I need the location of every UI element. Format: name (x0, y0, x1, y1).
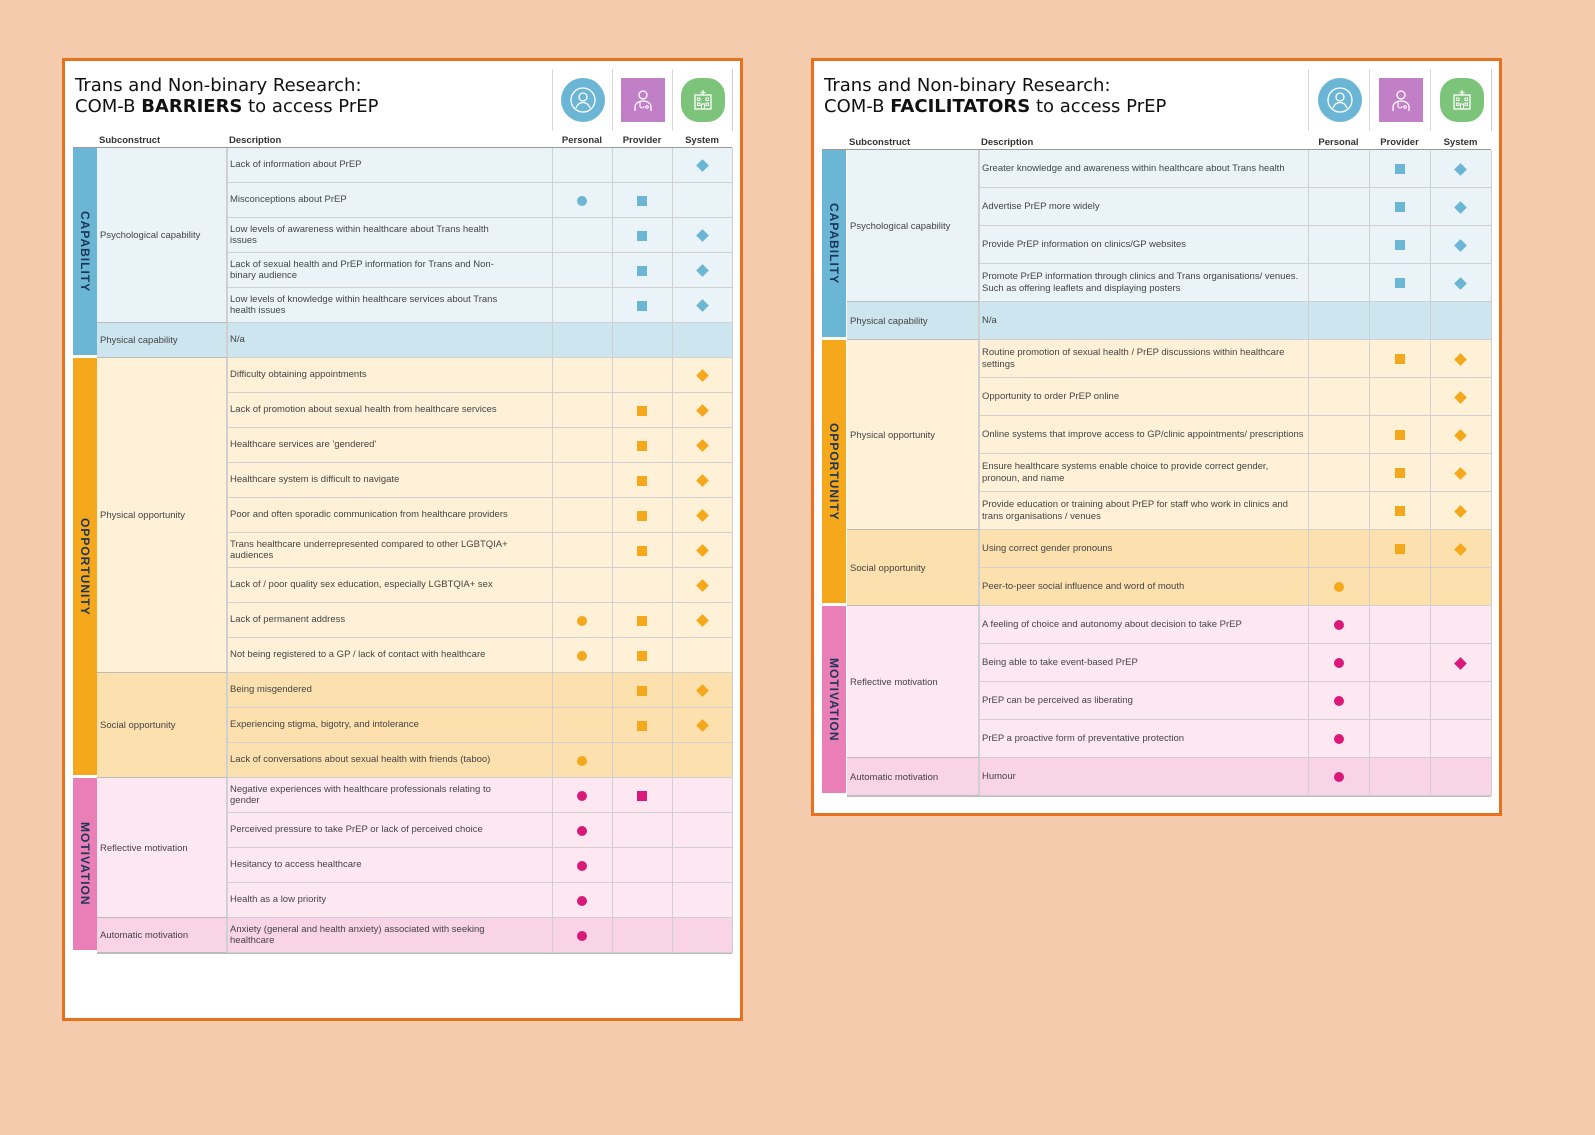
provider-marker (1395, 430, 1405, 440)
column-header-description: Description (229, 135, 282, 146)
description-cell: Being misgendered (227, 673, 552, 708)
provider-marker (637, 616, 647, 626)
system-cell (672, 813, 732, 848)
description-cell: Poor and often sporadic communication from healthcare providers (227, 498, 552, 533)
subconstruct-label: Automatic motivation (97, 918, 227, 953)
provider-cell (612, 323, 672, 358)
provider-cell (612, 813, 672, 848)
subconstruct-label: Physical opportunity (97, 358, 227, 673)
personal-cell (1308, 454, 1369, 492)
facilitators-title-suffix: to access PrEP (1030, 96, 1167, 117)
personal-marker (577, 196, 587, 206)
description-cell: Hesitancy to access healthcare (227, 848, 552, 883)
personal-marker (1334, 582, 1344, 592)
personal-cell (552, 253, 612, 288)
personal-cell (1308, 302, 1369, 340)
subconstruct-label: Reflective motivation (847, 606, 979, 758)
hospital-icon (1440, 78, 1484, 122)
column-divider (1369, 150, 1370, 796)
personal-cell (552, 218, 612, 253)
personal-cell (1308, 416, 1369, 454)
system-cell (672, 638, 732, 673)
header-person-icon-cell (552, 69, 613, 131)
personal-cell (1308, 378, 1369, 416)
provider-marker (1395, 354, 1405, 364)
description-cell: N/a (979, 302, 1308, 340)
description-cell: PrEP a proactive form of preventative protection (979, 720, 1308, 758)
subconstruct-label: Psychological capability (847, 150, 979, 302)
subconstruct-label: Automatic motivation (847, 758, 979, 796)
personal-cell (552, 463, 612, 498)
category-label: OPPORTUNITY (78, 517, 92, 616)
provider-marker (1395, 506, 1405, 516)
hospital-icon (681, 78, 725, 122)
barriers-title-suffix: to access PrEP (242, 96, 379, 117)
description-cell: Opportunity to order PrEP online (979, 378, 1308, 416)
provider-marker (1395, 202, 1405, 212)
system-cell (1430, 606, 1491, 644)
subconstruct-label: Social opportunity (847, 530, 979, 606)
column-divider (1491, 150, 1492, 796)
facilitators-title-prefix: COM-B (824, 96, 891, 117)
provider-marker (637, 441, 647, 451)
header-divider (1491, 69, 1492, 131)
system-cell (672, 183, 732, 218)
column-header-subconstruct: Subconstruct (849, 137, 911, 148)
description-cell: Low levels of knowledge within healthcare services about Trans health issues (227, 288, 552, 323)
provider-marker (1395, 164, 1405, 174)
description-cell: Advertise PrEP more widely (979, 188, 1308, 226)
personal-marker (577, 616, 587, 626)
barriers-title-line2 (75, 96, 378, 118)
provider-cell (1369, 568, 1430, 606)
category-bar-opportunity (73, 358, 97, 775)
provider-cell (1369, 606, 1430, 644)
description-cell: Lack of sexual health and PrEP information for Trans and Non-binary audience (227, 253, 552, 288)
description-cell: Perceived pressure to take PrEP or lack of perceived choice (227, 813, 552, 848)
system-cell (1430, 302, 1491, 340)
personal-cell (552, 148, 612, 183)
barriers-title-line1: Trans and Non-binary Research: (75, 75, 362, 96)
description-cell: Negative experiences with healthcare professionals relating to gender (227, 778, 552, 813)
system-cell (672, 883, 732, 918)
provider-marker (637, 476, 647, 486)
column-header-system: System (1443, 137, 1478, 148)
personal-marker (1334, 696, 1344, 706)
column-divider (979, 150, 980, 796)
description-cell: N/a (227, 323, 552, 358)
description-cell: Lack of conversations about sexual health with friends (taboo) (227, 743, 552, 778)
description-cell: Being able to take event-based PrEP (979, 644, 1308, 682)
facilitators-title-bold: FACILITATORS (890, 96, 1031, 117)
category-bar-opportunity (822, 340, 846, 603)
description-cell: Lack of promotion about sexual health from healthcare services (227, 393, 552, 428)
column-header-system: System (685, 135, 719, 146)
description-cell: Not being registered to a GP / lack of contact with healthcare (227, 638, 552, 673)
provider-marker (637, 546, 647, 556)
personal-marker (577, 931, 587, 941)
personal-marker (1334, 772, 1344, 782)
subconstruct-label: Reflective motivation (97, 778, 227, 918)
personal-marker (1334, 620, 1344, 630)
description-cell: Provide PrEP information on clinics/GP websites (979, 226, 1308, 264)
subconstruct-label: Psychological capability (97, 148, 227, 323)
subconstruct-label: Social opportunity (97, 673, 227, 778)
category-bar-motivation (822, 606, 846, 793)
provider-cell (612, 743, 672, 778)
description-cell: Lack of / poor quality sex education, especially LGBTQIA+ sex (227, 568, 552, 603)
provider-cell (1369, 378, 1430, 416)
system-cell (672, 848, 732, 883)
personal-cell (1308, 188, 1369, 226)
provider-cell (1369, 644, 1430, 682)
description-cell: Online systems that improve access to GP/clinic appointments/ prescriptions (979, 416, 1308, 454)
description-cell: Lack of information about PrEP (227, 148, 552, 183)
description-cell: Trans healthcare underrepresented compared to other LGBTQIA+ audiences (227, 533, 552, 568)
description-cell: Health as a low priority (227, 883, 552, 918)
personal-cell (1308, 492, 1369, 530)
provider-marker (1395, 278, 1405, 288)
system-cell (672, 778, 732, 813)
header-person-icon-cell (1308, 69, 1370, 131)
provider-cell (612, 148, 672, 183)
personal-marker (577, 791, 587, 801)
header-doctor-icon-cell (612, 69, 673, 131)
personal-cell (552, 358, 612, 393)
personal-marker (577, 651, 587, 661)
category-bar-motivation (73, 778, 97, 950)
description-cell: Lack of permanent address (227, 603, 552, 638)
personal-cell (552, 673, 612, 708)
description-cell: PrEP can be perceived as liberating (979, 682, 1308, 720)
barriers-title (75, 75, 378, 118)
column-header-provider: Provider (1380, 137, 1419, 148)
person-icon (1318, 78, 1362, 122)
provider-marker (637, 651, 647, 661)
provider-cell (1369, 302, 1430, 340)
personal-cell (552, 323, 612, 358)
description-cell: Difficulty obtaining appointments (227, 358, 552, 393)
column-divider (1308, 150, 1309, 796)
provider-cell (612, 568, 672, 603)
barriers-panel (62, 58, 743, 1021)
personal-cell (552, 568, 612, 603)
provider-cell (1369, 758, 1430, 796)
personal-marker (577, 826, 587, 836)
category-bar-capability (73, 148, 97, 355)
column-header-provider: Provider (622, 135, 662, 146)
category-label: OPPORTUNITY (827, 422, 841, 521)
provider-marker (637, 301, 647, 311)
provider-marker (637, 791, 647, 801)
facilitators-title-line2 (824, 96, 1166, 118)
provider-cell (1369, 720, 1430, 758)
description-cell: Experiencing stigma, bigotry, and intolerance (227, 708, 552, 743)
doctor-icon (621, 78, 665, 122)
barriers-title-bold: BARRIERS (141, 96, 243, 117)
provider-marker (1395, 240, 1405, 250)
description-cell: Provide education or training about PrEP for staff who work in clinics and trans organisations / venues (979, 492, 1308, 530)
header-hospital-icon-cell (672, 69, 733, 131)
description-cell: A feeling of choice and autonomy about decision to take PrEP (979, 606, 1308, 644)
system-cell (1430, 720, 1491, 758)
system-cell (1430, 568, 1491, 606)
column-divider (1430, 150, 1431, 796)
provider-marker (637, 266, 647, 276)
personal-marker (1334, 658, 1344, 668)
column-divider (612, 148, 613, 953)
description-cell: Peer-to-peer social influence and word of mouth (979, 568, 1308, 606)
personal-cell (1308, 150, 1369, 188)
description-cell: Humour (979, 758, 1308, 796)
column-header-personal: Personal (1318, 137, 1359, 148)
provider-marker (637, 511, 647, 521)
personal-marker (577, 756, 587, 766)
column-header-subconstruct: Subconstruct (99, 135, 161, 146)
personal-cell (1308, 226, 1369, 264)
description-cell: Ensure healthcare systems enable choice to provide correct gender, pronoun, and name (979, 454, 1308, 492)
system-cell (672, 323, 732, 358)
description-cell: Misconceptions about PrEP (227, 183, 552, 218)
category-label: CAPABILITY (827, 202, 841, 285)
category-label: CAPABILITY (78, 210, 92, 293)
column-divider (732, 148, 733, 953)
description-cell: Greater knowledge and awareness within healthcare about Trans health (979, 150, 1308, 188)
doctor-icon (1379, 78, 1423, 122)
subconstruct-label: Physical opportunity (847, 340, 979, 530)
provider-marker (637, 721, 647, 731)
personal-cell (552, 708, 612, 743)
column-divider (672, 148, 673, 953)
provider-cell (1369, 682, 1430, 720)
description-cell: Low levels of awareness within healthcare about Trans health issues (227, 218, 552, 253)
header-divider (732, 69, 733, 131)
column-header-personal: Personal (561, 135, 603, 146)
personal-cell (552, 288, 612, 323)
personal-marker (577, 896, 587, 906)
person-icon (561, 78, 605, 122)
description-cell: Healthcare services are 'gendered' (227, 428, 552, 463)
system-cell (1430, 682, 1491, 720)
personal-cell (552, 428, 612, 463)
description-cell: Healthcare system is difficult to navigate (227, 463, 552, 498)
provider-cell (612, 358, 672, 393)
provider-cell (612, 848, 672, 883)
provider-marker (637, 196, 647, 206)
column-header-description: Description (981, 137, 1034, 148)
subconstruct-label: Physical capability (97, 323, 227, 358)
header-doctor-icon-cell (1369, 69, 1431, 131)
personal-cell (552, 533, 612, 568)
system-cell (672, 918, 732, 953)
provider-marker (637, 406, 647, 416)
category-label: MOTIVATION (78, 822, 92, 906)
provider-marker (637, 686, 647, 696)
category-bar-capability (822, 150, 846, 337)
facilitators-title (824, 75, 1166, 118)
facilitators-title-line1: Trans and Non-binary Research: (824, 75, 1111, 96)
barriers-title-prefix: COM-B (75, 96, 142, 117)
personal-marker (577, 861, 587, 871)
header-hospital-icon-cell (1430, 69, 1492, 131)
description-cell: Anxiety (general and health anxiety) associated with seeking healthcare (227, 918, 552, 953)
facilitators-panel (811, 58, 1502, 816)
provider-marker (637, 231, 647, 241)
provider-marker (1395, 468, 1405, 478)
description-cell: Using correct gender pronouns (979, 530, 1308, 568)
provider-marker (1395, 544, 1405, 554)
system-cell (672, 743, 732, 778)
provider-cell (612, 918, 672, 953)
category-label: MOTIVATION (827, 657, 841, 742)
personal-cell (1308, 530, 1369, 568)
personal-cell (552, 498, 612, 533)
provider-cell (612, 883, 672, 918)
subconstruct-label: Physical capability (847, 302, 979, 340)
personal-cell (1308, 340, 1369, 378)
column-divider (227, 148, 228, 953)
column-divider (552, 148, 553, 953)
system-cell (1430, 758, 1491, 796)
description-cell: Routine promotion of sexual health / PrEP discussions within healthcare settings (979, 340, 1308, 378)
personal-cell (552, 393, 612, 428)
personal-cell (1308, 264, 1369, 302)
personal-marker (1334, 734, 1344, 744)
description-cell: Promote PrEP information through clinics and Trans organisations/ venues. Such as offering leaflets and displaying posters (979, 264, 1308, 302)
